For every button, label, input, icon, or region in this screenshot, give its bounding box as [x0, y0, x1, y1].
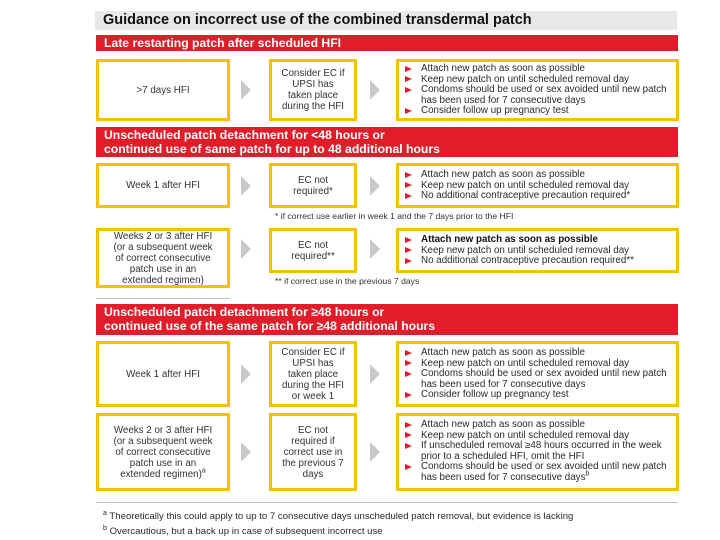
row-3-action-box — [396, 228, 679, 273]
red-triangle-icon — [405, 360, 412, 366]
section-heading-late-restart — [96, 35, 678, 51]
action-bullet: Attach new patch as soon as possible — [405, 348, 672, 359]
condition-line: Week 1 after HFI — [126, 368, 200, 380]
action-bullet: Keep new patch on until scheduled removal day — [405, 75, 672, 86]
row-2-action-box — [396, 163, 679, 208]
ec-line: days — [302, 468, 324, 480]
row-2-ec-box — [269, 163, 357, 208]
row-2-condition-box — [96, 163, 230, 208]
red-triangle-icon — [405, 76, 412, 82]
right-arrow-icon — [241, 239, 251, 259]
ec-line: UPSI has — [292, 357, 334, 369]
action-bullet: Attach new patch as soon as possible — [405, 420, 672, 431]
action-bullet: Consider follow up pregnancy test — [405, 390, 672, 401]
ec-line: required if — [291, 435, 335, 447]
red-triangle-icon — [405, 237, 412, 243]
action-bullet: Attach new patch as soon as possible — [405, 64, 672, 75]
row-5-ec-box — [269, 413, 357, 491]
right-arrow-icon — [241, 176, 251, 196]
action-bullet: Consider follow up pregnancy test — [405, 106, 672, 117]
section-heading-line: Unscheduled patch detachment for ≥48 hours or — [104, 305, 385, 319]
section-heading-long-detachment — [96, 304, 678, 335]
red-triangle-icon — [405, 66, 412, 72]
red-triangle-icon — [405, 443, 412, 449]
row-5-action-box — [396, 413, 679, 491]
footnote-a: $^a$ Theoretically this could apply to up to 7 consecutive days unscheduled patch removal, but evidence is lacking — [103, 509, 574, 522]
page-title: Guidance on incorrect use of the combined transdermal patch — [95, 11, 677, 30]
action-bullet: Keep new patch on until scheduled removal day — [405, 359, 672, 370]
action-bullet: No additional contraceptive precaution required* — [405, 191, 672, 202]
ec-line: taken place — [287, 90, 339, 101]
footnote-marker: b — [103, 524, 107, 532]
action-bullet: If unscheduled removal ≥48 hours occurred in the week prior to a scheduled HFI, omit the HFI — [405, 441, 672, 462]
footnote-marker: a — [201, 467, 206, 475]
red-triangle-icon — [405, 392, 412, 398]
ec-line: required** — [291, 250, 335, 262]
red-triangle-icon — [405, 464, 412, 470]
section-heading-line: Late restarting patch after scheduled HFI — [104, 36, 342, 50]
row-2-note: * if correct use earlier in week 1 and the 7 days prior to the HFI — [275, 211, 514, 221]
condition-line: patch use in an — [129, 457, 197, 469]
action-bullet: Keep new patch on until scheduled removal day — [405, 246, 672, 257]
section-heading-line: Unscheduled patch detachment for <48 hours or — [104, 128, 385, 142]
condition-line: of correct consecutive — [115, 446, 211, 458]
right-arrow-icon — [370, 364, 380, 384]
ec-line: Consider EC if — [281, 346, 345, 358]
footnote-marker: a — [103, 509, 107, 517]
condition-line: (or a subsequent week — [113, 241, 213, 253]
condition-line: (or a subsequent week — [113, 435, 213, 447]
red-triangle-icon — [405, 350, 412, 356]
ec-line: EC not — [298, 424, 328, 436]
red-triangle-icon — [405, 193, 412, 199]
right-arrow-icon — [370, 80, 380, 100]
row-4-ec-box — [269, 341, 357, 407]
row-5-condition-box — [96, 413, 230, 491]
action-bullet: Keep new patch on until scheduled removal day — [405, 181, 672, 192]
footnote-b: $^b$ Overcautious, but a back up in case of subsequent incorrect use — [103, 524, 383, 537]
red-triangle-icon — [405, 182, 412, 188]
condition-line: extended regimen) — [122, 274, 204, 286]
condition-line: Weeks 2 or 3 after HFI — [113, 230, 213, 242]
ec-line: EC not — [298, 174, 328, 186]
ec-line: the previous 7 — [282, 457, 344, 469]
row-1-ec-box — [269, 59, 357, 121]
red-triangle-icon — [405, 258, 412, 264]
red-triangle-icon — [405, 247, 412, 253]
ec-line: correct use in — [283, 446, 343, 458]
ec-line: required* — [293, 185, 333, 197]
right-arrow-icon — [370, 239, 380, 259]
row-3-ec-box — [269, 228, 357, 273]
right-arrow-icon — [241, 80, 251, 100]
red-triangle-icon — [405, 172, 412, 178]
red-triangle-icon — [405, 87, 412, 93]
condition-line: Weeks 2 or 3 after HFI — [113, 424, 213, 436]
action-bullet: Attach new patch as soon as possible — [405, 170, 672, 181]
ec-line: or week 1 — [291, 390, 335, 402]
row-4-action-box — [396, 341, 679, 407]
action-bullet: Condoms should be used or sex avoided until new patch has been used for 7 consecutive days$^b$ — [405, 462, 672, 483]
condition-line: patch use in an — [129, 263, 197, 275]
section-heading-line: continued use of the same patch for ≥48 additional hours — [104, 319, 436, 333]
red-triangle-icon — [405, 432, 412, 438]
condition-line: >7 days HFI — [136, 84, 190, 96]
section-heading-short-detachment — [96, 127, 678, 157]
right-arrow-icon — [241, 364, 251, 384]
divider — [96, 298, 230, 299]
section-heading-line: continued use of same patch for up to 48 additional hours — [104, 142, 440, 156]
condition-line: of correct consecutive — [115, 252, 211, 264]
right-arrow-icon — [370, 176, 380, 196]
action-bullet: Attach new patch as soon as possible — [405, 235, 672, 246]
footnote-divider — [96, 502, 678, 503]
red-triangle-icon — [405, 371, 412, 377]
condition-line: extended regimen)$^a$ — [120, 467, 206, 480]
red-triangle-icon — [405, 108, 412, 114]
row-3-condition-box — [96, 228, 230, 288]
action-bullet: Keep new patch on until scheduled removal day — [405, 431, 672, 442]
action-bullet: Condoms should be used or sex avoided until new patch has been used for 7 consecutive days — [405, 369, 672, 390]
ec-line: during the HFI — [281, 379, 345, 391]
ec-line: UPSI has — [292, 79, 334, 90]
ec-line: Consider EC if — [281, 68, 345, 79]
footnote-marker: b — [585, 470, 590, 478]
row-1-action-box — [396, 59, 679, 121]
ec-line: during the HFI — [281, 101, 345, 112]
row-1-condition-box — [96, 59, 230, 121]
action-bullet: Condoms should be used or sex avoided until new patch has been used for 7 consecutive days — [405, 85, 672, 106]
ec-line: taken place — [287, 368, 339, 380]
right-arrow-icon — [241, 442, 251, 462]
right-arrow-icon — [370, 442, 380, 462]
ec-line: EC not — [298, 239, 328, 251]
red-triangle-icon — [405, 422, 412, 428]
action-bullet: No additional contraceptive precaution required** — [405, 256, 672, 267]
row-3-note: ** if correct use in the previous 7 days — [275, 276, 420, 286]
row-4-condition-box — [96, 341, 230, 407]
condition-line: Week 1 after HFI — [126, 180, 200, 191]
